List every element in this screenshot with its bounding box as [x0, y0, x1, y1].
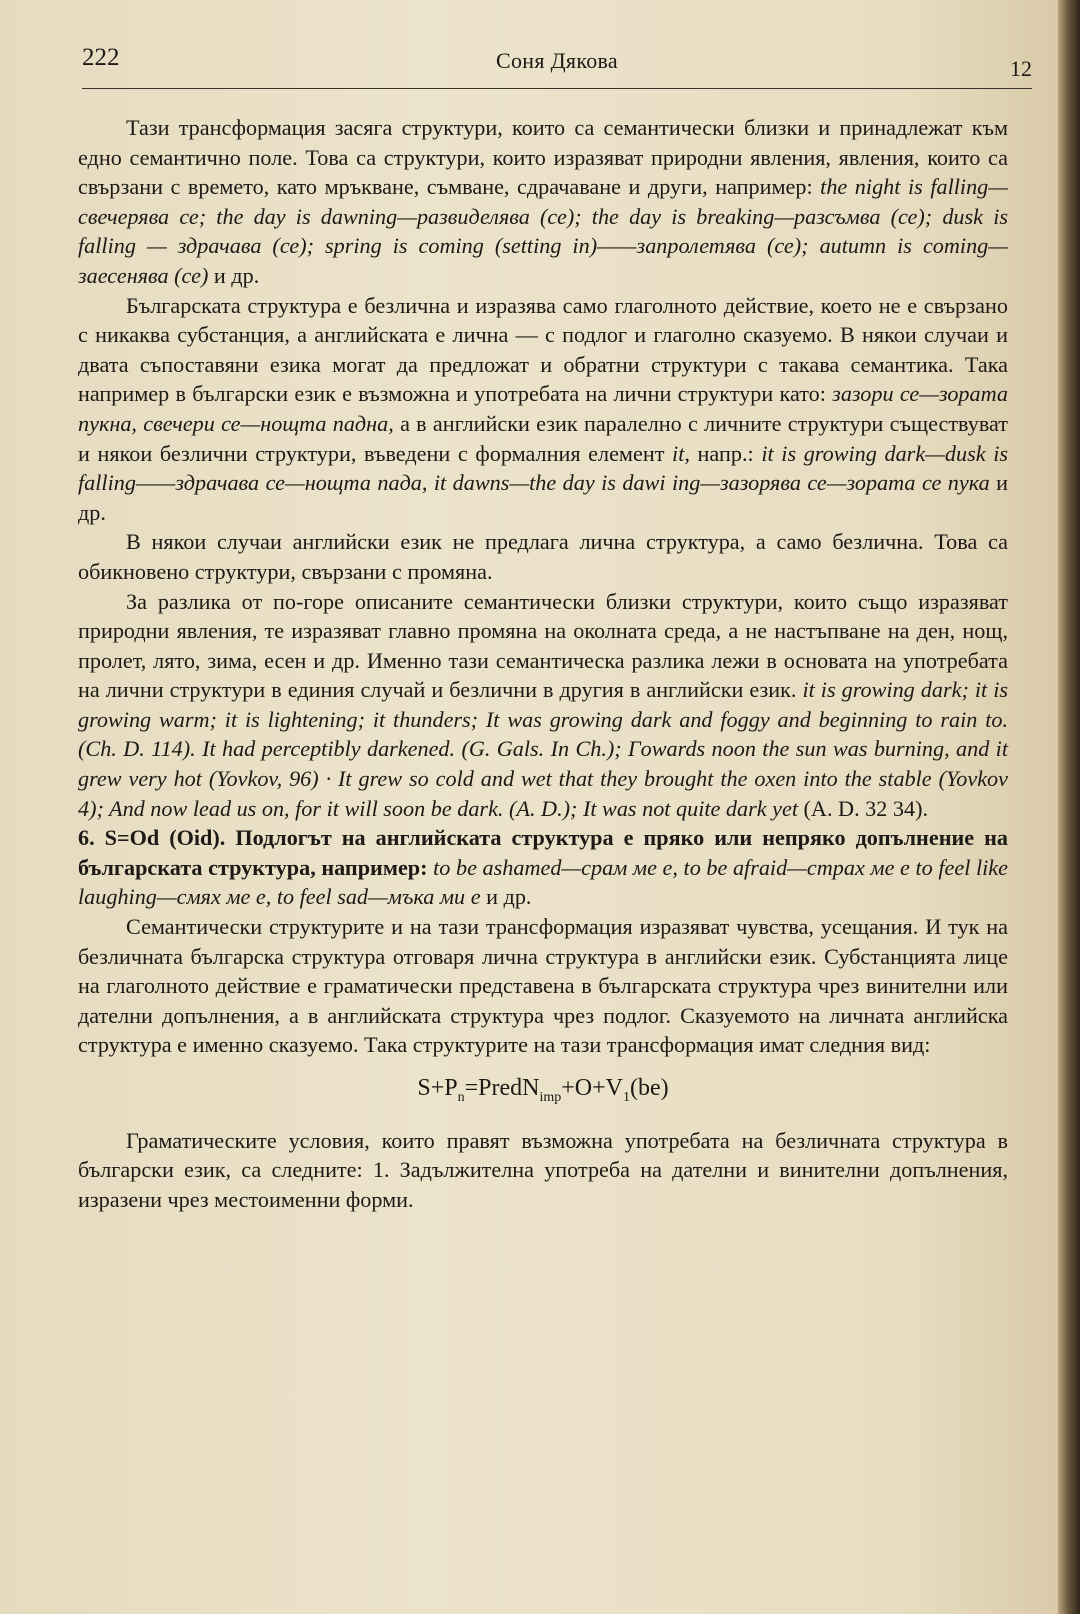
formula	[78, 1068, 1008, 1118]
text-segment: Тази трансформация засяга структури, които са семантически близки и принадлежат към едно семантично поле. Това са структури, които изразяват природни явления, явления, които са свързани с времето, като мръкване, съмване, сдрачаване и други, например:	[78, 115, 1008, 200]
text-segment: а в английски език паралелно с личните структури съществуват и някои безлични структури, въведени с формалния елемент	[78, 410, 1008, 466]
italic-example: it is growing dark; it is growing warm; it is lightening; it thunders; It was growing dark and foggy and beginning to rain to. (Ch. D. 114). It had perceptibly darkened. (G. Gals. In Ch.); Γowards noon the sun was burning, and it grew very hot (Yovkov, 96) · It grew so cold and wet that they brought the oxen into the stable (Yovkov 4); And now lead us on, for it will soon be dark. (A. D.); It was not quite dark yet	[78, 677, 1008, 821]
formula-part: =PredN	[464, 1075, 540, 1101]
paragraph	[78, 823, 1008, 912]
text-segment: и др.	[480, 884, 532, 910]
page-header	[82, 44, 1032, 89]
formula-part: (be)	[629, 1075, 669, 1101]
paragraph	[78, 912, 1008, 1060]
italic-example: to be ashamed—срам ме е, to be afraid—страх ме е to feel like laughing—смях ме е, to feel sad—мъка ми е	[78, 854, 1008, 910]
paragraph	[78, 113, 1008, 291]
formula-subscript: 1	[622, 1089, 630, 1105]
text-segment: За разлика от по-горе описаните семантически близки структури, които също изразяват природни явления, те изразяват главно промяна на околната среда, а не настъпване на ден, нощ, пролет, лято, зима, есен и др. Именно тази семантическа разлика лежи в основата на употребата на лични структури в единия случай и безлични в другия в английски език.	[78, 588, 1008, 703]
body-text	[78, 113, 1008, 1215]
paragraph	[78, 291, 1008, 528]
text-segment: и др.	[78, 470, 1008, 525]
text-segment: В някои случаи английски език не предлага лична структура, а само безлична. Това са обикновено структури, свързани с промяна.	[78, 529, 1008, 584]
italic-example: it is growing dark—dusk is falling——здрачава се—нощта пада, it dawns—the day is dawi ing—зазорява се—зората се пука	[78, 440, 1008, 496]
text-segment: напр.:	[689, 440, 762, 466]
text-segment: (A. D. 32 34).	[798, 795, 929, 821]
formula-part: +O+V	[561, 1075, 623, 1101]
text-segment: и др.	[208, 262, 260, 288]
italic-example: it,	[672, 440, 690, 466]
italic-example: зазори се—зората пукна, свечери се—нощта падна,	[78, 381, 1008, 436]
paragraph	[78, 527, 1008, 586]
text-segment: Семантически структурите и на тази трансформация изразяват чувства, усещания. И тук на безличната българска структура отговаря лична структура в английски език. Субстанцията лице на глаголното действие е граматически представена в българската структура чрез винителни или дателни допълнения, а в английската структура чрез подлог. Сказуемото на личната английска структура е именно сказуемо. Така структурите на тази трансформация имат следния вид:	[78, 914, 1008, 1058]
italic-example: the night is falling—свечерява се; the day is dawning—развиделява (се); the day is breaking—разсъмва (се); dusk is falling — здрачава (се); spring is coming (setting in)——запролетява (се); autumn is coming—заесенява (се)	[78, 174, 1008, 288]
text-segment: Граматическите условия, които правят възможна употребата на безличната структура в български език, са следните: 1. Задължителна употреба на дателни и винителни допълнения, изразени чрез местоименни форми.	[78, 1127, 1008, 1212]
paragraph	[78, 1126, 1008, 1215]
text-segment: Българската структура е безлична и изразява само глаголното действие, което не е свързано с никаква субстанция, а английската е лична — с подлог и глаголно сказуемо. В някои случаи и двата съпоставяни езика могат да предложат и обратни структури с такава семантика. Така например в български език е възможна и употребата на лични структури като:	[78, 292, 1008, 407]
bold-heading-text: 6. S=Od (Oid). Подлогът на английската структура е пряко или непряко допълнение на българската структура, например:	[78, 825, 1008, 880]
formula-subscript: imp	[539, 1089, 562, 1105]
chapter-number: 12	[1010, 56, 1032, 81]
paragraph	[78, 587, 1008, 824]
page-number: 222	[82, 44, 120, 71]
formula-part: S+P	[417, 1075, 458, 1101]
book-spine-edge	[1058, 0, 1080, 1614]
running-head-author: Соня Дякова	[496, 48, 618, 73]
formula-subscript: n	[457, 1089, 465, 1105]
